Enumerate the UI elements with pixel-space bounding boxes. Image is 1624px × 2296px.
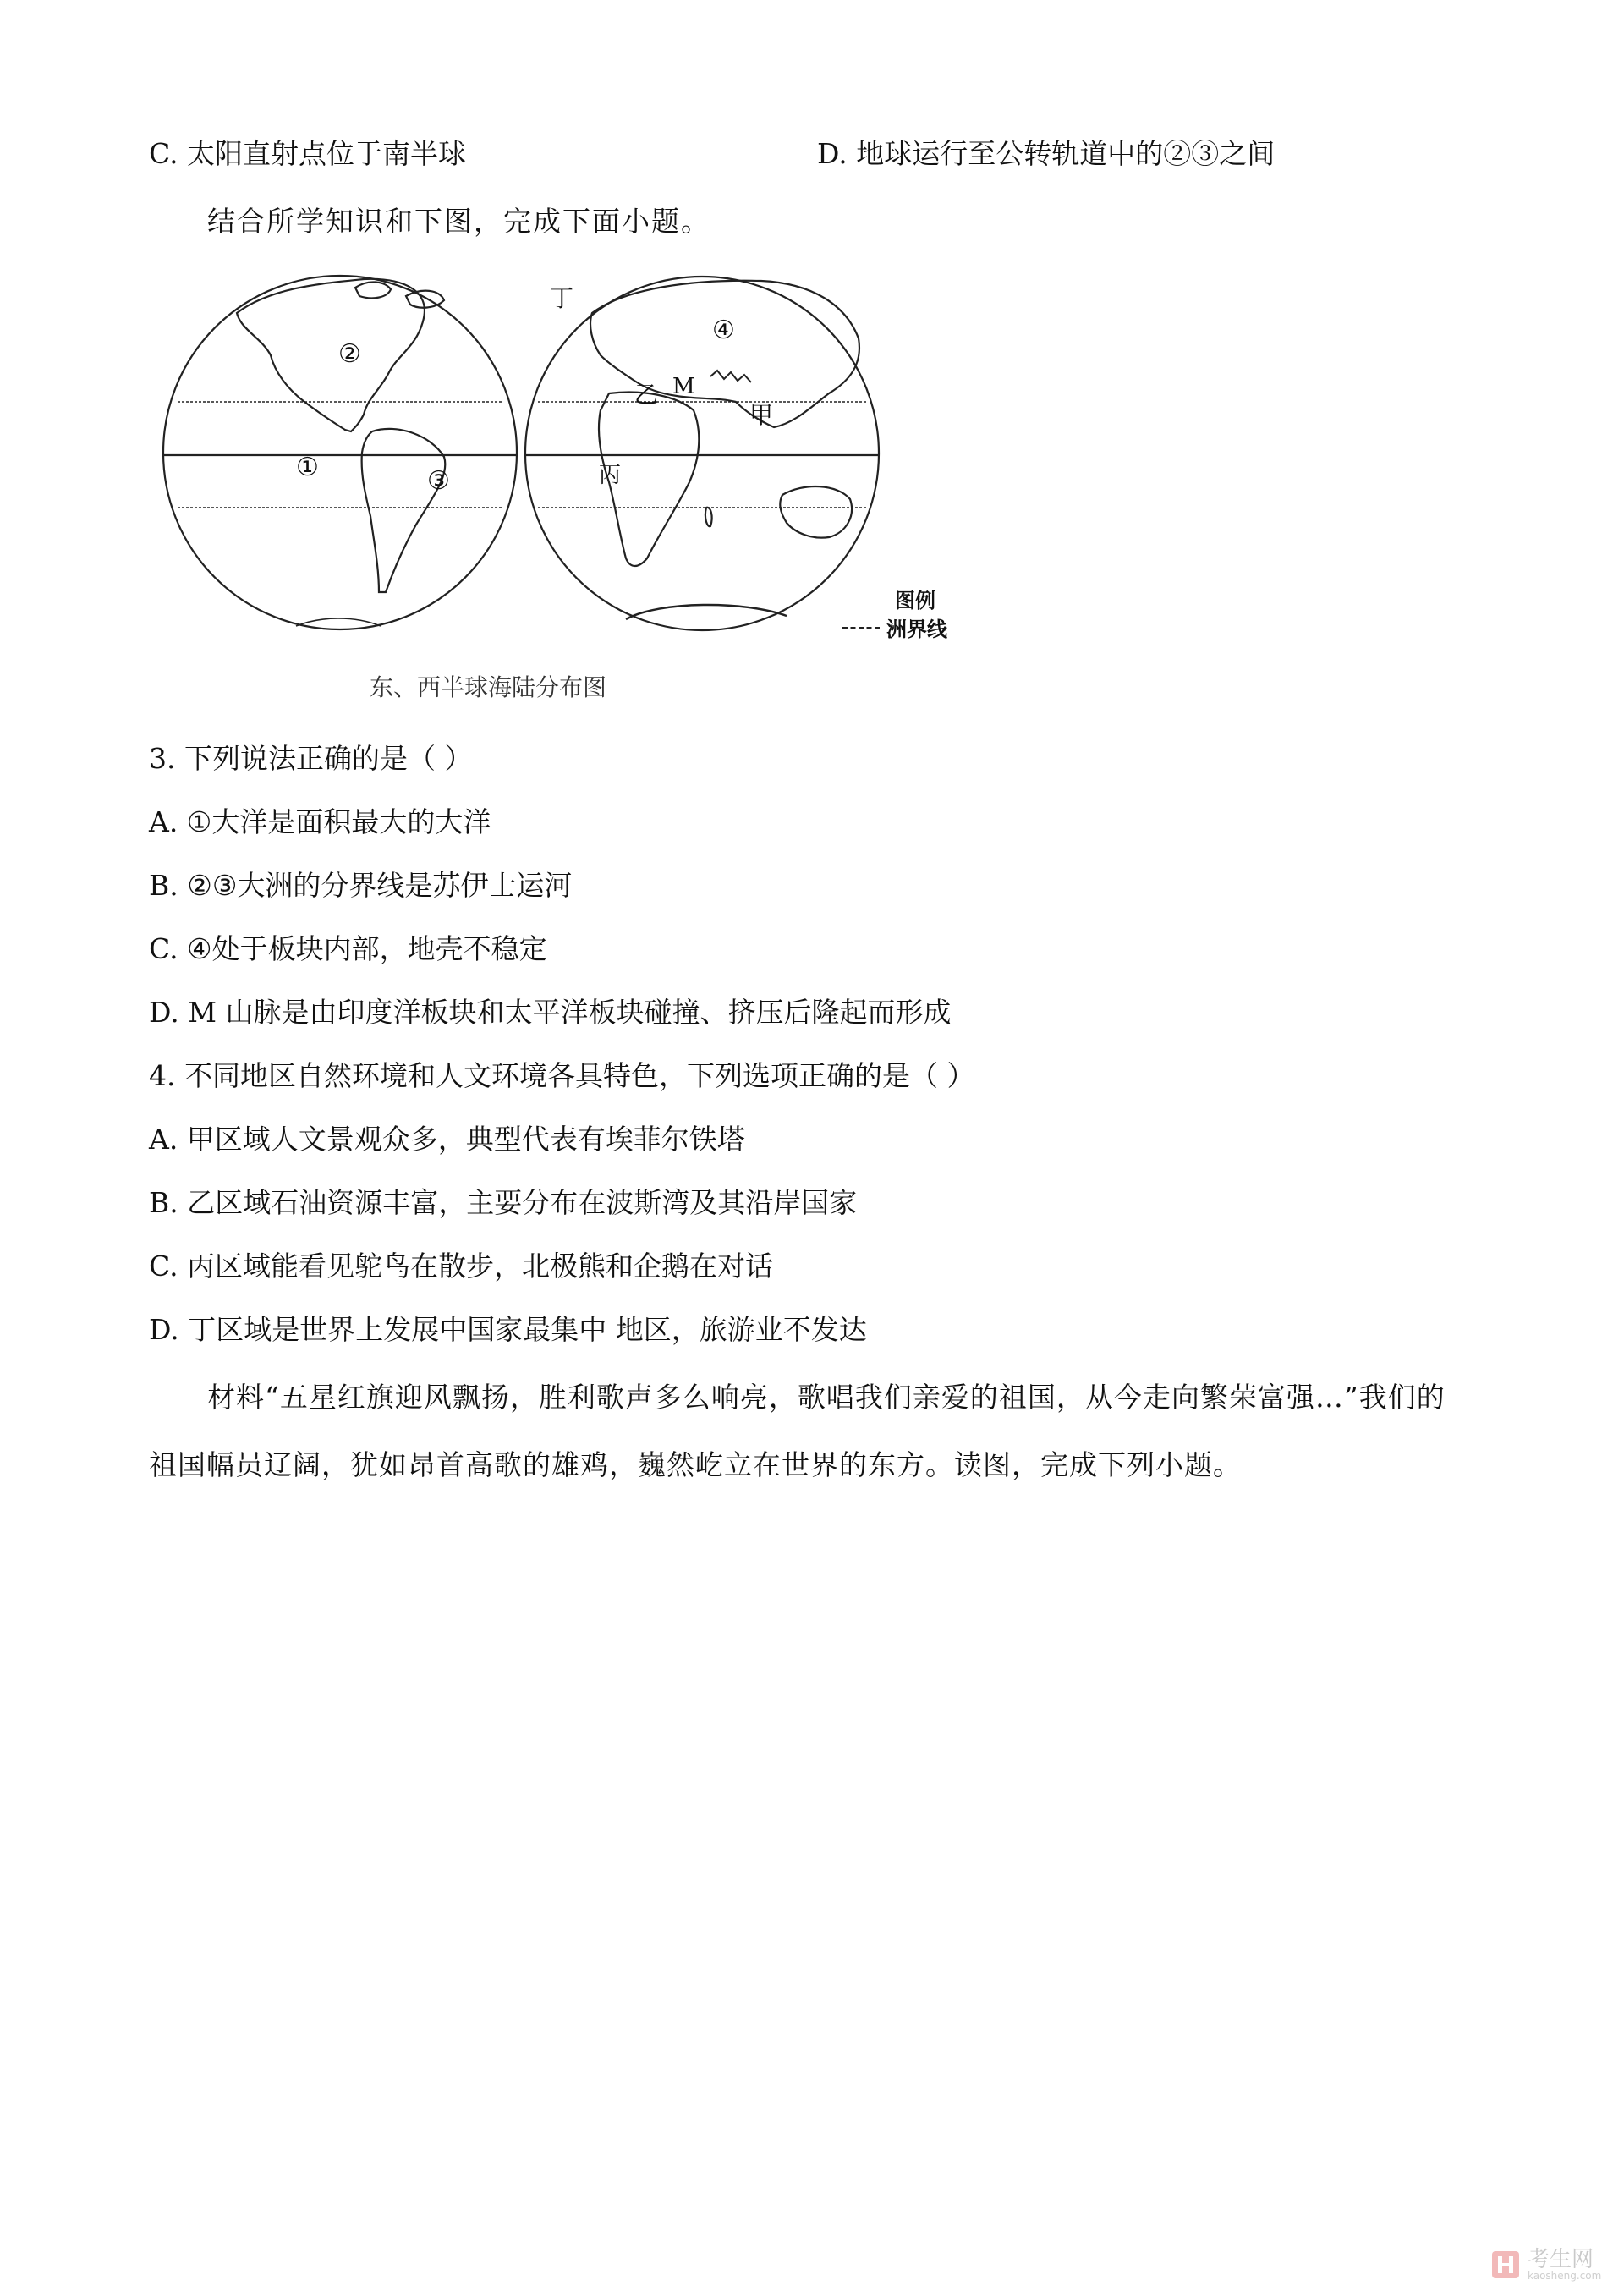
label-continent-2: ② bbox=[338, 339, 361, 369]
option-d-prev: D. 地球运行至公转轨道中的②③之间 bbox=[817, 137, 1276, 170]
label-continent-4: ④ bbox=[712, 316, 735, 345]
material-line-1: 材料“五星红旗迎风飘扬，胜利歌声多么响亮，歌唱我们亲爱的祖国，从今走向繁荣富强…”我们的 bbox=[207, 1381, 1446, 1414]
question-4-option-a: A. 甲区域人文景观众多，典型代表有埃菲尔铁塔 bbox=[149, 1123, 745, 1156]
question-3-option-a: A. ①大洋是面积最大的大洋 bbox=[149, 805, 491, 838]
option-c-prev: C. 太阳直射点位于南半球 bbox=[149, 137, 467, 170]
label-bing: 丙 bbox=[599, 463, 622, 488]
legend-label: 洲界线 bbox=[886, 617, 947, 641]
watermark-logo-icon bbox=[1490, 2249, 1521, 2280]
question-4-option-d: D. 丁区域是世界上发展中国家最集中 地区，旅游业不发达 bbox=[149, 1313, 867, 1346]
question-3-stem: 3. 下列说法正确的是（ ） bbox=[149, 742, 473, 775]
intro-text: 结合所学知识和下图，完成下面小题。 bbox=[207, 205, 710, 238]
question-3-option-c: C. ④处于板块内部，地壳不稳定 bbox=[149, 932, 547, 965]
label-m: M bbox=[672, 374, 695, 399]
label-ding: 丁 bbox=[550, 284, 574, 312]
question-4-stem: 4. 不同地区自然环境和人文环境各具特色，下列选项正确的是（ ） bbox=[149, 1059, 975, 1092]
legend-row bbox=[842, 612, 947, 642]
western-hemisphere bbox=[163, 276, 517, 629]
map-caption: 东、西半球海陆分布图 bbox=[370, 673, 607, 701]
watermark-text: 考生网 bbox=[1528, 2247, 1594, 2272]
label-ocean-1: ① bbox=[296, 453, 319, 482]
watermark bbox=[1490, 2249, 1601, 2281]
eastern-hemisphere bbox=[525, 277, 879, 630]
watermark-subtext: kaosheng.com bbox=[1528, 2270, 1602, 2282]
label-continent-3: ③ bbox=[427, 466, 450, 496]
label-yi: 乙 bbox=[634, 381, 659, 409]
question-3-option-b: B. ②③大洲的分界线是苏伊士运河 bbox=[149, 869, 573, 902]
legend-title: 图例 bbox=[895, 588, 935, 612]
question-4-option-b: B. 乙区域石油资源丰富，主要分布在波斯湾及其沿岸国家 bbox=[149, 1186, 858, 1219]
question-3-option-d: D. M 山脉是由印度洋板块和太平洋板块碰撞、挤压后隆起而形成 bbox=[149, 996, 952, 1029]
question-4-option-c: C. 丙区域能看见鸵鸟在散步，北极熊和企鹅在对话 bbox=[149, 1250, 774, 1283]
boundary-line-icon bbox=[842, 627, 880, 629]
label-jia: 甲 bbox=[749, 401, 774, 429]
hemisphere-map bbox=[152, 254, 956, 660]
material-line-2: 祖国幅员辽阔，犹如昂首高歌的雄鸡，巍然屹立在世界的东方。读图，完成下列小题。 bbox=[149, 1448, 1242, 1481]
